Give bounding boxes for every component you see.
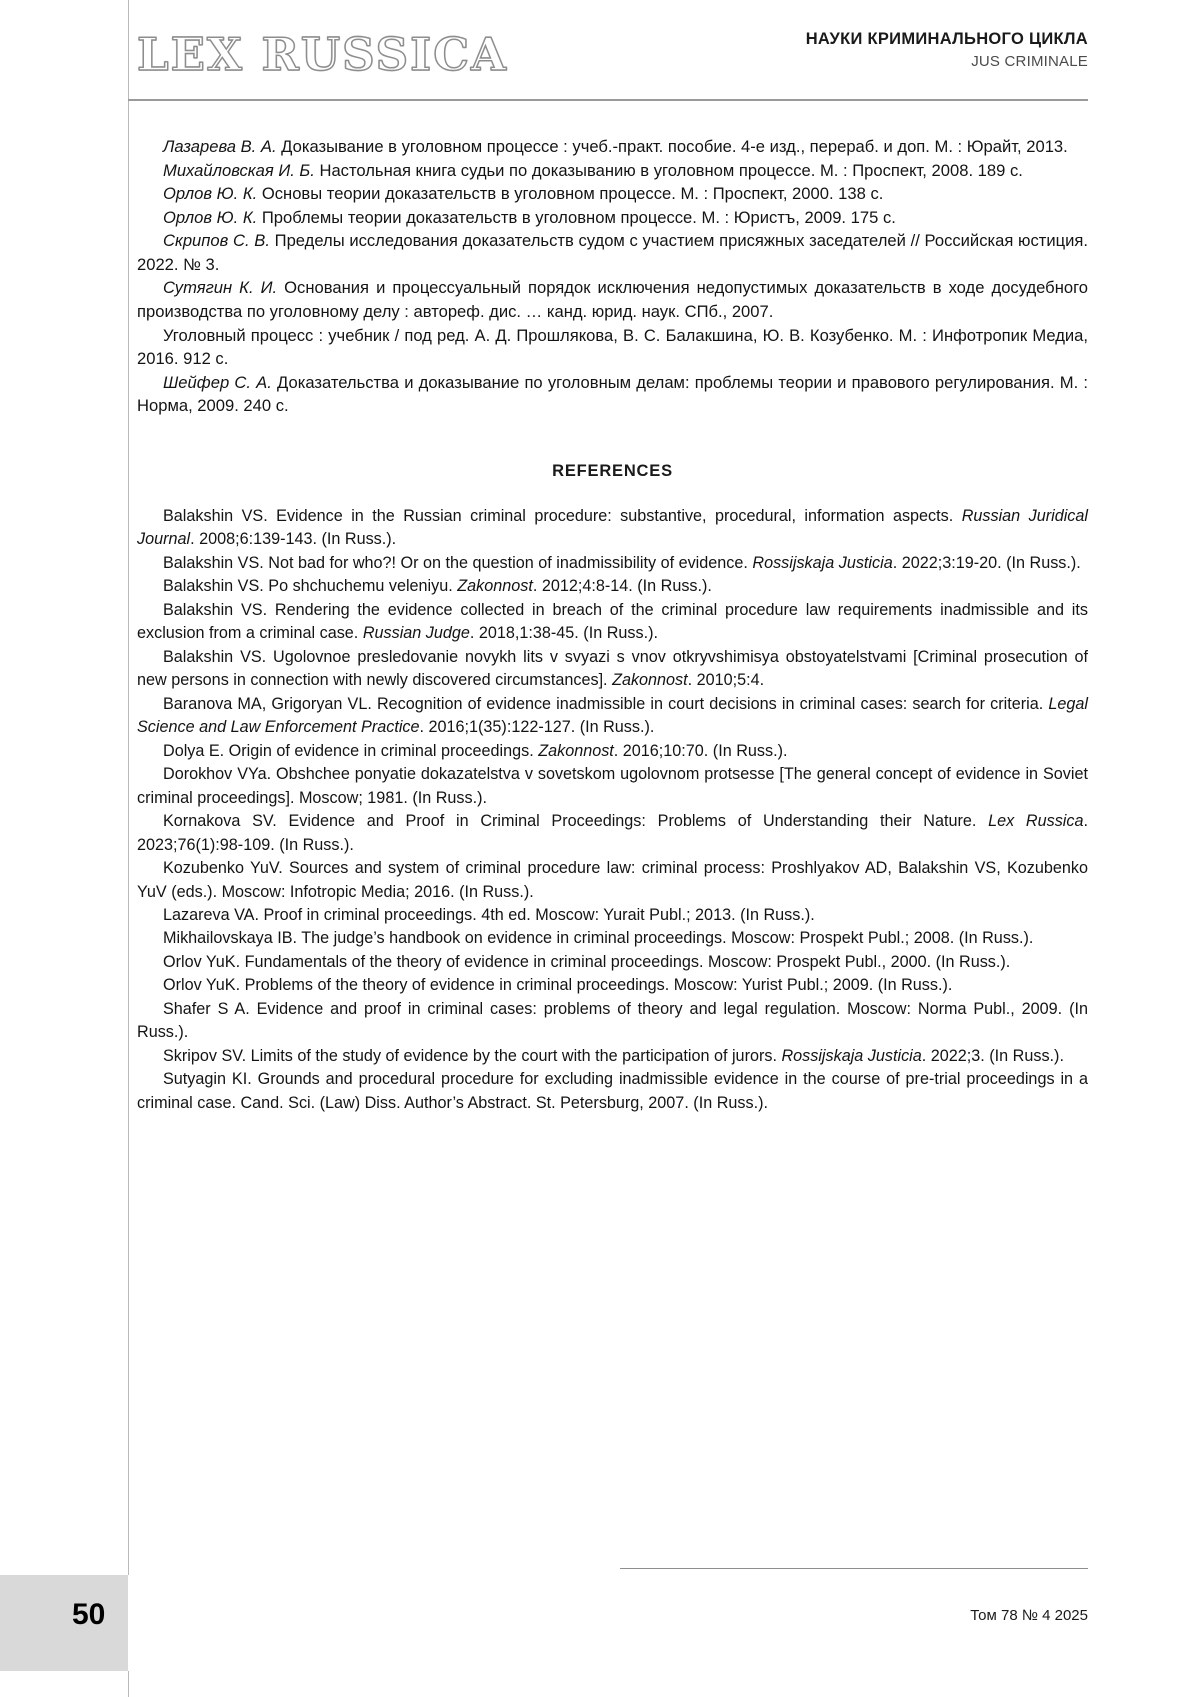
entry-source: Zakonnost xyxy=(457,577,533,596)
entry-pre: Kozubenko YuV. Sources and system of criminal procedure law: criminal process: Proshlyakov AD, Balakshin VS, Kozubenko YuV (eds.). Moscow: Infotropic Media; 2016. (In Russ.). xyxy=(137,859,1088,901)
entry-post: . 2022;3. (In Russ.). xyxy=(921,1046,1064,1065)
entry-post: . 2023;76(1):98-109. (In Russ.). xyxy=(137,812,1088,854)
reference-entry xyxy=(137,575,1088,598)
entry-text: Основания и процессуальный порядок исключения недопустимых доказательств в ходе досудебного производства по уголовному делу : автореф. дис. … канд. юрид. наук. СПб., 2007. xyxy=(137,278,1088,321)
bibliography-entry xyxy=(137,324,1088,371)
entry-pre: Shafer S A. Evidence and proof in criminal cases: problems of theory and legal regulation. Moscow: Norma Publ., 2009. (In Russ.). xyxy=(137,999,1088,1042)
entry-pre: Skripov SV. Limits of the study of evidence by the court with the participation of jurors. xyxy=(163,1046,782,1065)
reference-entry xyxy=(137,857,1088,904)
reference-entry xyxy=(137,974,1088,997)
entry-author: Сутягин К. И. xyxy=(163,278,278,298)
entry-text: Уголовный процесс : учебник / под ред. А. Д. Прошлякова, В. С. Балакшина, Ю. В. Козубенко. М. : Инфотропик Медиа, 2016. 912 с. xyxy=(137,325,1088,369)
entry-source: Russian Juridical Journal xyxy=(137,506,1088,549)
bibliography-entry xyxy=(137,159,1088,183)
header-divider xyxy=(128,99,1088,101)
entry-author: Орлов Ю. К. xyxy=(163,207,258,227)
reference-entry xyxy=(137,904,1088,927)
footer-divider xyxy=(620,1568,1088,1569)
entry-author: Лазарева В. А. xyxy=(163,137,277,156)
bibliography-entry xyxy=(137,182,1088,206)
entry-pre: Balakshin VS. Not bad for who?! Or on the question of inadmissibility of evidence. xyxy=(163,553,753,572)
entry-post: . 2022;3:19-20. (In Russ.). xyxy=(892,553,1081,572)
entry-post: . 2018,1:38-45. (In Russ.). xyxy=(469,624,658,643)
page-content xyxy=(137,135,1088,1115)
reference-entry xyxy=(137,927,1088,950)
entry-pre: Baranova MA, Grigoryan VL. Recognition of evidence inadmissible in court decisions in criminal cases: search for criteria. xyxy=(163,694,1049,713)
entry-pre: Dorokhov VYa. Obshchee ponyatie dokazatelstva v sovetskom ugolovnom protsesse [The general concept of evidence in Soviet criminal proceedings]. Moscow; 1981. (In Russ.). xyxy=(137,765,1088,807)
entry-text: Основы теории доказательств в уголовном процессе. М. : Проспект, 2000. 138 с. xyxy=(257,184,884,204)
bibliography-entry xyxy=(137,276,1088,323)
references-list xyxy=(137,505,1088,1116)
reference-entry xyxy=(137,810,1088,857)
journal-masthead: LEX RUSSICA xyxy=(137,28,508,81)
entry-source: Lex Russica xyxy=(988,812,1084,831)
bibliography-russian xyxy=(137,135,1088,418)
section-title-latin: JUS CRIMINALE xyxy=(971,53,1088,70)
reference-entry xyxy=(137,552,1088,575)
reference-entry xyxy=(137,763,1088,810)
reference-entry xyxy=(137,998,1088,1045)
header-section-labels xyxy=(806,30,1088,70)
entry-author: Орлов Ю. К. xyxy=(163,184,258,204)
page-number: 50 xyxy=(72,1598,106,1631)
reference-entry xyxy=(137,646,1088,693)
entry-post: . 2008;6:139-143. (In Russ.). xyxy=(190,530,397,549)
reference-entry xyxy=(137,505,1088,552)
entry-post: . 2016;10:70. (In Russ.). xyxy=(613,741,788,760)
left-margin-rule xyxy=(128,0,129,1697)
page-header xyxy=(0,0,1200,100)
references-heading: REFERENCES xyxy=(552,461,673,480)
entry-pre: Balakshin VS. Evidence in the Russian criminal procedure: substantive, procedural, information aspects. xyxy=(163,506,962,525)
entry-text: Доказывание в уголовном процессе : учеб.-практ. пособие. 4-е изд., перераб. и доп. М. : Юрайт, 2013. xyxy=(276,137,1068,156)
entry-text: Проблемы теории доказательств в уголовном процессе. М. : Юристъ, 2009. 175 с. xyxy=(257,207,896,227)
reference-entry xyxy=(137,693,1088,740)
entry-source: Zakonnost xyxy=(612,671,688,690)
entry-text: Пределы исследования доказательств судом с участием присяжных заседателей // Российская юстиция. 2022. № 3. xyxy=(137,231,1089,274)
entry-post: . 2012;4:8-14. (In Russ.). xyxy=(532,577,712,596)
entry-source: Russian Judge xyxy=(362,624,470,643)
entry-pre: Balakshin VS. Rendering the evidence collected in breach of the criminal procedure law requirements inadmissible and its exclusion from a criminal case. xyxy=(137,600,1088,643)
entry-pre: Kornakova SV. Evidence and Proof in Criminal Proceedings: Problems of Understanding their Nature. xyxy=(163,812,989,831)
entry-pre: Mikhailovskaya IB. The judge’s handbook on evidence in criminal proceedings. Moscow: Prospekt Publ.; 2008. (In Russ.). xyxy=(163,929,1034,948)
entry-pre: Balakshin VS. Ugolovnoe presledovanie novykh lits v svyazi s vnov otkryvshimisya obstoyatelstvami [Criminal prosecution of new persons in connection with newly discovered circumstances]. xyxy=(137,647,1088,690)
entry-source: Rossijskaja Justicia xyxy=(752,553,893,572)
entry-text: Настольная книга судьи по доказыванию в уголовном процессе. М. : Проспект, 2008. 189 с. xyxy=(314,160,1023,180)
bibliography-entry xyxy=(137,371,1088,418)
reference-entry xyxy=(137,599,1088,646)
entry-pre: Dolya E. Origin of evidence in criminal proceedings. xyxy=(163,741,539,760)
entry-pre: Balakshin VS. Po shchuchemu veleniyu. xyxy=(163,577,458,596)
entry-pre: Orlov YuK. Fundamentals of the theory of evidence in criminal proceedings. Moscow: Prospekt Publ., 2000. (In Russ.). xyxy=(163,952,1011,971)
bibliography-entry xyxy=(137,229,1088,276)
entry-pre: Orlov YuK. Problems of the theory of evidence in criminal proceedings. Moscow: Yurist Publ.; 2009. (In Russ.). xyxy=(163,976,953,995)
reference-entry xyxy=(137,1045,1088,1068)
reference-entry xyxy=(137,951,1088,974)
bibliography-entry xyxy=(137,206,1088,230)
section-title-ru: НАУКИ КРИМИНАЛЬНОГО ЦИКЛА xyxy=(805,30,1088,48)
reference-entry xyxy=(137,1068,1088,1115)
entry-author: Михайловская И. Б. xyxy=(163,160,315,180)
entry-author: Шейфер С. А. xyxy=(163,372,272,392)
entry-text: Доказательства и доказывание по уголовным делам: проблемы теории и правового регулирования. М. : Норма, 2009. 240 с. xyxy=(137,372,1089,416)
entry-author: Скрипов С. В. xyxy=(163,231,270,251)
entry-source: Rossijskaja Justicia xyxy=(781,1046,922,1065)
entry-post: . 2016;1(35):122-127. (In Russ.). xyxy=(419,718,655,737)
entry-pre: Sutyagin KI. Grounds and procedural procedure for excluding inadmissible evidence in the course of pre-trial proceedings in a criminal case. Cand. Sci. (Law) Diss. Author’s Abstract. St. Petersburg, 2007. (In Russ.). xyxy=(137,1070,1088,1112)
entry-post: . 2010;5:4. xyxy=(687,671,765,690)
issue-info: Том 78 № 4 2025 xyxy=(970,1607,1088,1624)
entry-source: Legal Science and Law Enforcement Practice xyxy=(137,694,1088,737)
entry-source: Zakonnost xyxy=(538,741,614,760)
reference-entry xyxy=(137,740,1088,763)
entry-pre: Lazareva VA. Proof in criminal proceedings. 4th ed. Moscow: Yurait Publ.; 2013. (In Russ.). xyxy=(163,905,815,924)
bibliography-entry xyxy=(137,135,1088,159)
